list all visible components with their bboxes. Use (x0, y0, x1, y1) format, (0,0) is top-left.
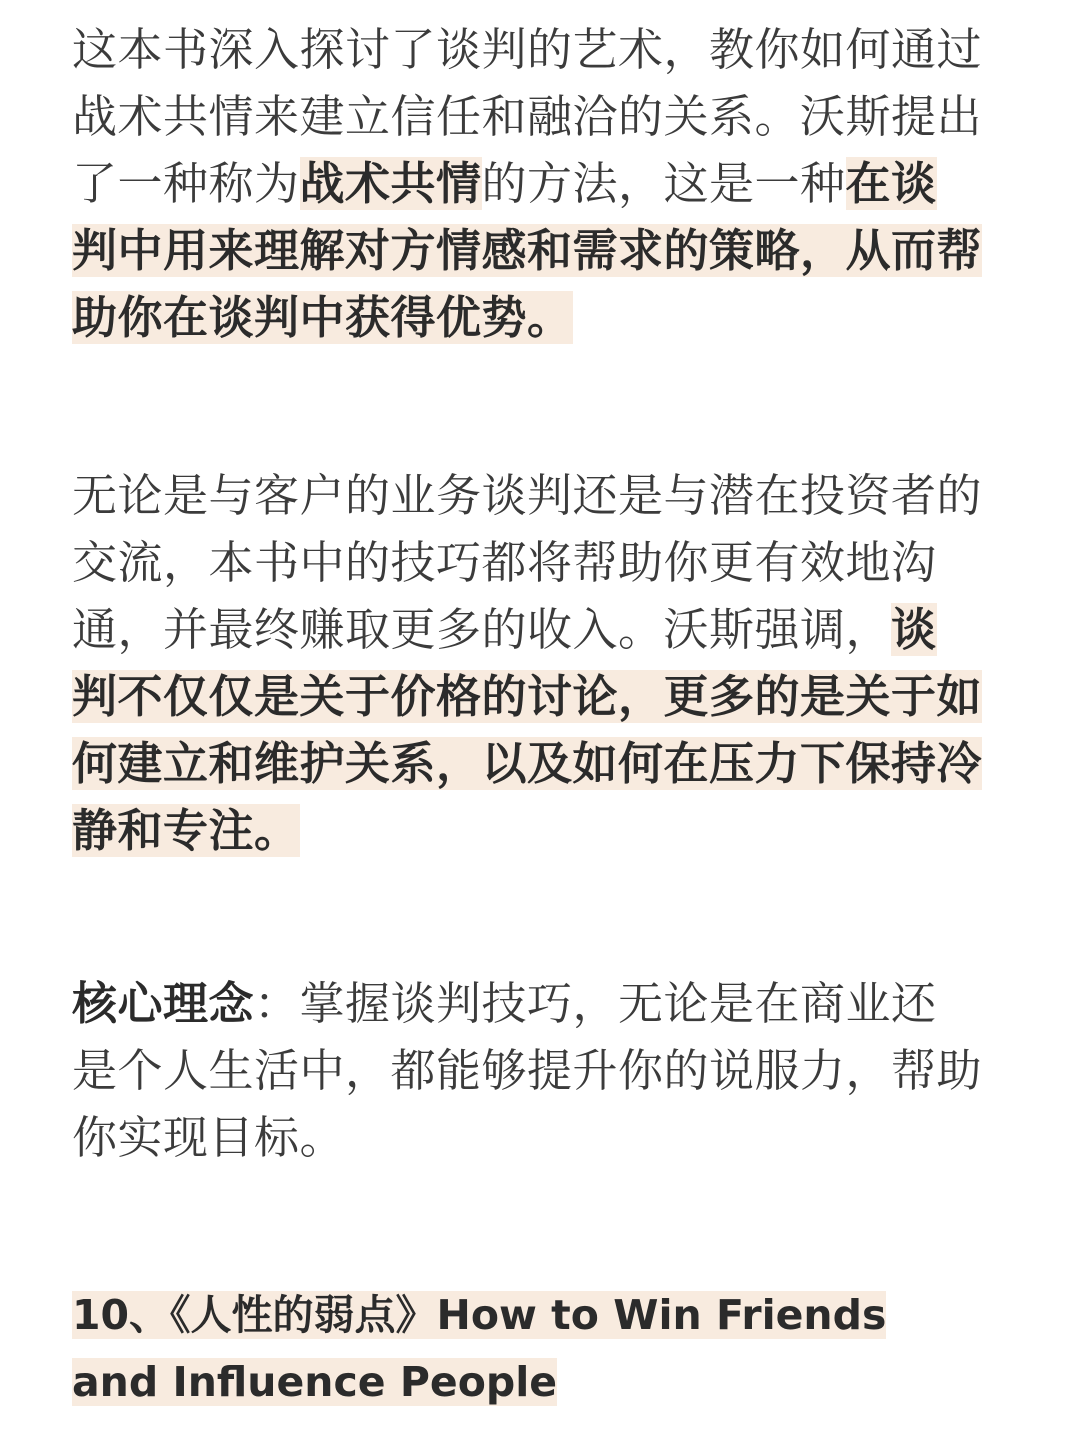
core-idea-label: 核心理念 (72, 977, 255, 1030)
paragraph-text: 的方法，这是一种 (481, 157, 846, 210)
paragraph-negotiation-relationships (72, 462, 982, 864)
paragraph-tactical-empathy (72, 16, 982, 351)
highlighted-sentence: 谈判不仅仅是关于价格的讨论，更多的是关于如何建立和维护关系，以及如何在压力下保持冷静和专注。 (72, 603, 983, 857)
book-heading (72, 1282, 982, 1416)
paragraph-core-idea (72, 970, 982, 1171)
paragraph-text: ：掌握谈判技巧，无论是在商业还是个人生活中，都能够提升你的说服力，帮助你实现目标。 (72, 977, 983, 1164)
highlighted-term: 战术共情 (299, 157, 482, 210)
highlighted-sentence: 在谈判中用来理解对方情感和需求的策略，从而帮助你在谈判中获得优势。 (72, 157, 983, 344)
paragraph-text: 无论是与客户的业务谈判还是与潜在投资者的交流，本书中的技巧都将帮助你更有效地沟通，并最终赚取更多的收入。沃斯强调， (72, 469, 983, 656)
paragraph-text: 这本书深入探讨了谈判的艺术，教你如何通过战术共情来建立信任和融洽的关系。沃斯提出了一种称为 (72, 23, 983, 210)
book-title: 10、《人性的弱点》How to Win Friends and Influence People (72, 1291, 887, 1406)
